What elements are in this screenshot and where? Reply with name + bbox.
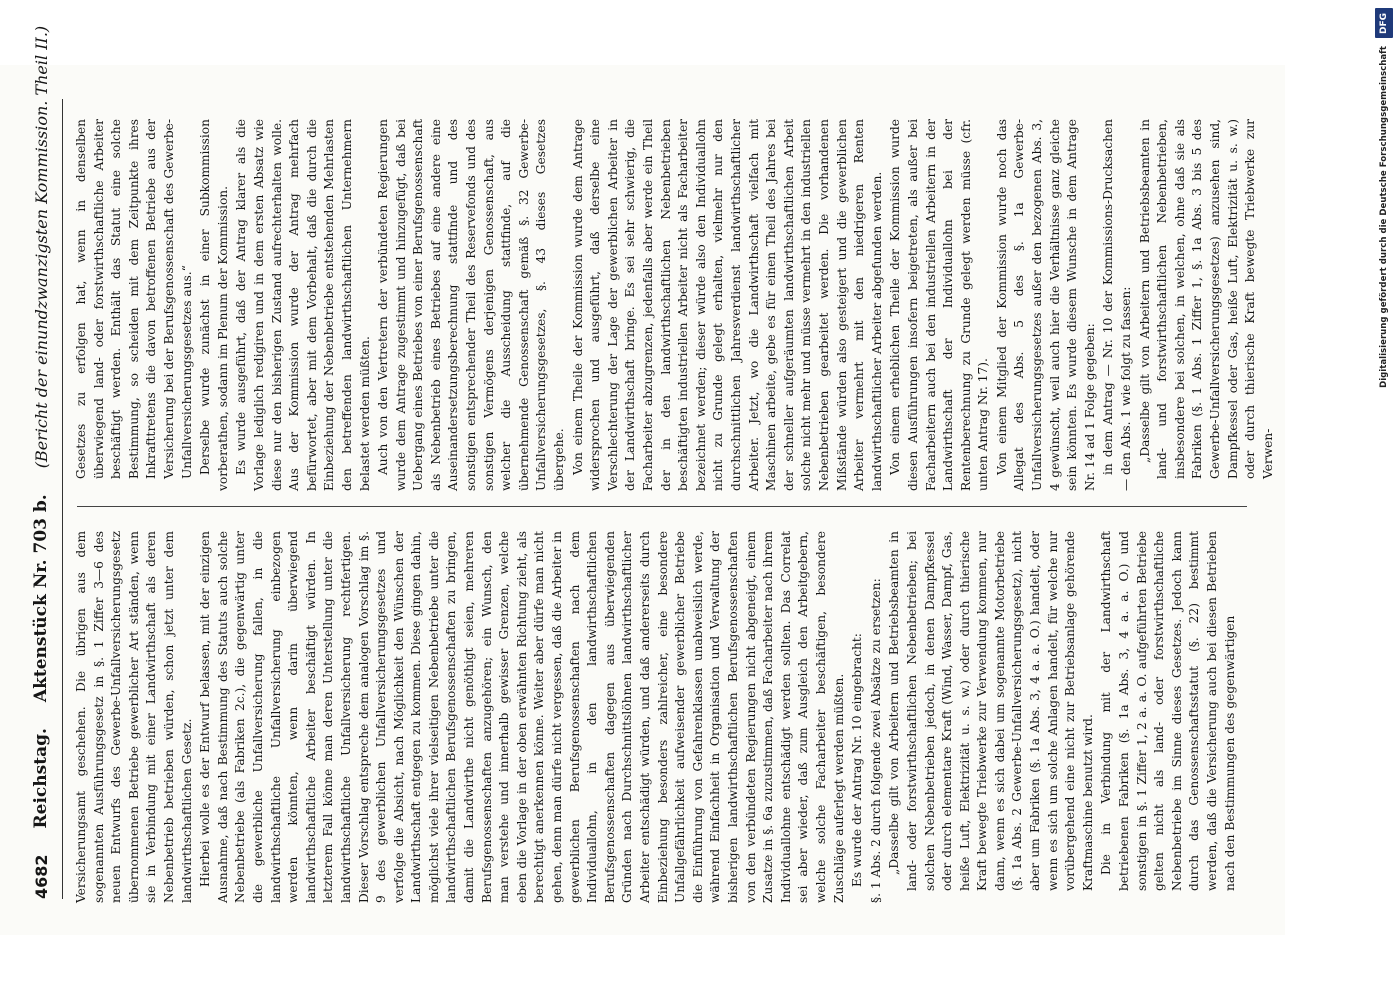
header-document: Aktenstück Nr. 703 b. — [31, 494, 51, 703]
header-rule — [62, 99, 63, 899]
paragraph: Hierbei wolle es der Entwurf belassen, mit der einzigen Ausnahme, daß nach Bestimmung des Statuts auch solche Nebenbetriebe (als Fabriken 2c.), die gegenwärtig unter die gewerbliche Unfallversicherung fallen, in die landwirthschaftliche Unfallversicherung einbezogen werden könnten, wenn darin überwiegend landwirthschaftliche Arbeiter beschäftigt würden. In letzterem Fall könne man deren Unterstellung unter die landwirthschaftliche Unfallversicherung rechtfertigen. Dieser Vorschlag entspreche dem analogen Vorschlag im §. 9 des gewerblichen Unfallversicherungsgesetzes und verfolge die Absicht, nach Möglichkeit den Wünschen der Landwirthschaft entgegen zu kommen. Diese gingen dahin, möglichst viele ihrer vielseitigen Nebenbetriebe unter die landwirthschaftlichen Berufsgenossenschaften zu bringen, damit die Landwirthe nicht genöthigt seien, mehreren Berufsgenossenschaften anzugehören; ein Wunsch, den man verstehe und innerhalb gewisser Grenzen, welche eben die Vorlage in der oben erwähnten Richtung zieht, als berechtigt anerkennen könne. Weiter aber dürfe man nicht gehen, denn man dürfe nicht vergessen, daß die Arbeiter in gewerblichen Berufsgenossenschaften nach dem Individuallohn, in den landwirthschaftlichen Berufsgenossenschaften dagegen aus überwiegenden Gründen nach Durchschnittslöhnen landwirthschaftlicher Arbeiter entschädigt würden, und daß andererseits durch Einbeziehung besonders zahlreicher, eine besondere Unfallgefährlichkeit aufweisender gewerblicher Betriebe die Einführung von Gefahrenklassen unabweislich werde, während Einfachheit in Organisation und Verwaltung der bisherigen landwirthschaftlichen Berufsgenossenschaften von den verbündeten Regierungen nicht abgeneigt, einem Zusatze in §. 6a zuzustimmen, daß Facharbeiter nach ihrem Individuallohne entschädigt werden sollten. Das Correlat sei aber wieder, daß zum Ausgleich den Arbeitgebern, welche solche Facharbeiter beschäftigen, besondere Zuschläge auferlegt werden müßten. — [198, 531, 846, 903]
paragraph: in dem Antrag — Nr. 10 der Kommissions-Drucksachen — den Abs. 1 wie folgt zu fassen: — [1101, 119, 1134, 491]
paragraph: Von einem erheblichen Theile der Kommission wurde diesen Ausführungen insofern beigetreten, als außer bei Facharbeitern auch bei den industriellen Arbeitern in der Landwirthschaft der Individuallohn bei der Rentenberechnung zu Grunde gelegt werden müsse (cfr. unten Antrag Nr. 17). — [888, 119, 991, 491]
paragraph: Es wurde der Antrag Nr. 10 eingebracht: — [850, 633, 865, 887]
document-page — [0, 25, 1285, 935]
quoted-paragraph: Die in Verbindung mit der Landwirthschaft betriebenen Fabriken (§. 1a Abs. 3, 4 a. a. O.) und sonstigen in §. 1 Ziffer 1, 2 a. a. O. aufgeführten Betriebe gelten nicht als land- oder forstwirthschaftliche Nebenbetriebe im Sinne dieses Gesetzes. Jedoch kann durch das Genossenschaftsstatut (§. 22) bestimmt werden, daß die Versicherung auch bei diesen Betrieben nach den Bestimmungen des gegenwärtigen — [1099, 531, 1237, 891]
quoted-paragraph: Gesetzes zu erfolgen hat, wenn in denselben überwiegend land- oder forstwirthschaftliche Arbeiter beschäftigt werden. Enthält das Statut eine solche Bestimmung, so scheiden mit dem Zeitpunkte ihres Inkrafttretens die davon betroffenen Betriebe aus der Versicherung bei der Berufsgenossenschaft des Gewerbe-Unfallversicherungsgesetzes aus.“ — [74, 119, 194, 479]
dfg-logo: DFG — [1375, 8, 1393, 38]
digitization-sidebar — [1374, 8, 1394, 992]
quoted-paragraph: „Dasselbe gilt von Arbeitern und Betriebsbeamten in land- oder forstwirthschaftlichen Nebenbetrieben; bei solchen Nebenbetrieben jedoch, in denen Dampfkessel oder durch elementare Kraft (Wind, Wasser, Dampf, Gas, heiße Luft, Elektrizität u. s. w.) oder durch thierische Kraft bewegte Triebwerke zur Verwendung kommen, nur dann, wenn es sich dabei um sogenannte Motorbetriebe (§. 1a Abs. 2 Gewerbe-Unfallversicherungsgesetz), nicht aber um Fabriken (§. 1a Abs. 3, 4 a. a. O.) handelt, oder wenn es sich um solche Anlagen handelt, für welche nur vorübergehend eine nicht zur Betriebsanlage gehörende Kraftmaschine benutzt wird. — [887, 531, 1095, 891]
page-header — [21, 25, 61, 899]
left-column — [73, 531, 1253, 903]
paragraph: Auch von den Vertretern der verbündeten Regierungen wurde dem Antrage zugestimmt und hinzugefügt, daß bei Uebergang eines Betriebes von einer Berufsgenossenschaft als Nebenbetrieb eines Betriebes auf eine andere eine Auseinandersetzungsberechnung stattfinde und des sonstigen entsprechender Theil des Reservefonds und des sonstigen Vermögens derjenigen Genossenschaft, aus welcher die Ausscheidung stattfinde, auf die übernehmende Genossenschaft gemäß §. 32 Gewerbe-Unfallversicherungsgesetzes, §. 43 dieses Gesetzes übergehe. — [376, 119, 567, 491]
paragraph: Versicherungsamt geschehen. Die übrigen aus dem sogenannten Ausführungsgesetz in §. 1 Ziffer 3—6 des neuen Entwurfs des Gewerbe-Unfallversicherungsgesetz übernommenen Betriebe gewerblicher Art ständen, wenn sie in Verbindung mit einer Landwirthschaft als deren Nebenbetrieb betrieben würden, schon jetzt unter dem landwirthschaftlichen Gesetz. — [74, 531, 194, 903]
paragraph: Derselbe wurde zunächst in einer Subkommission vorberathen, sodann im Plenum der Kommission. — [198, 119, 230, 491]
paragraph: Es wurde ausgeführt, daß der Antrag klarer als die Vorlage lediglich redigiren und in dem ersten Absatz wie diese nur den bisherigen Zustand aufrechterhalten wolle. Aus der Kommission wurde der Antrag mehrfach befürwortet, aber mit dem Vorbehalt, daß die durch die Einbeziehung der Nebenbetriebe entstehenden Mehrlasten den betreffenden landwirthschaftlichen Unternehmern belastet werden müßten. — [234, 119, 372, 491]
paragraph: §. 1 Abs. 2 durch folgende zwei Absätze zu ersetzen: — [868, 578, 883, 903]
funding-notice: Digitalisierung gefördert durch die Deutsche Forschungsgemeinschaft — [1379, 46, 1389, 388]
paragraph: Von einem Theile der Kommission wurde dem Antrage widersprochen und ausgeführt, daß derselbe eine Verschlechterung der Lage der gewerblichen Arbeiter in der Landwirthschaft bringe. Es sei sehr schwierig, die Facharbeiter abzugrenzen, jedenfalls aber werde ein Theil der in den landwirthschaftlichen Nebenbetrieben beschäftigten industriellen Arbeiter nicht als Facharbeiter bezeichnet werden; dieser würde also den Individuallohn nicht zu Grunde gelegt erhalten, vielmehr nur den durchschnittlichen Jahresverdienst landwirthschaftlicher Arbeiter. Jetzt, wo die Landwirthschaft vielfach mit Maschinen arbeite, gebe es für einen Theil des Jahres bei der schneller aufgeräumten landwirthschaftlichen Arbeit solche nicht mehr und müsse vermehrt in den industriellen Nebenbetrieben gearbeitet werden. Die vorhandenen Mißstände würden also gesteigert und die gewerblichen Arbeiter vermehrt mit den niedrigeren Renten landwirthschaftlicher Arbeiter abgefunden werden. — [570, 119, 884, 491]
column-divider — [77, 506, 1247, 507]
right-column — [73, 119, 1275, 491]
quoted-paragraph: „Dasselbe gilt von Arbeitern und Betriebsbeamten in land- und forstwirthschaftlichen Nebenbetrieben, insbesondere bei solchen, in welchen, ohne daß sie als Fabriken (§. 1 Abs. 1 Ziffer 1, §. 1a Abs. 3 bis 5 des Gewerbe-Unfallversicherungsgesetzes) anzusehen sind, Dampfkessel oder Gas, heiße Luft, Elektrizität u. s. w.) oder durch thierische Kraft bewegte Triebwerke zur Verwen- — [1137, 119, 1275, 479]
paragraph: Von einem Mitglied der Kommission wurde noch das Allegat des Abs. 5 des §. 1a Gewerbe-Unfallversicherungsgesetzes außer den bezogenen Abs. 3, 4 gewünscht, weil auch hier die Verhältnisse ganz gleiche sein könnten. Es wurde diesem Wunsche in dem Antrage Nr. 14 ad 1 Folge gegeben: — [994, 119, 1097, 491]
header-source: Reichstag. — [31, 728, 51, 829]
page-number: 4682 — [31, 854, 51, 899]
header-subject: (Bericht der einundzwanzigsten Kommission. Theil II.) — [31, 25, 51, 469]
